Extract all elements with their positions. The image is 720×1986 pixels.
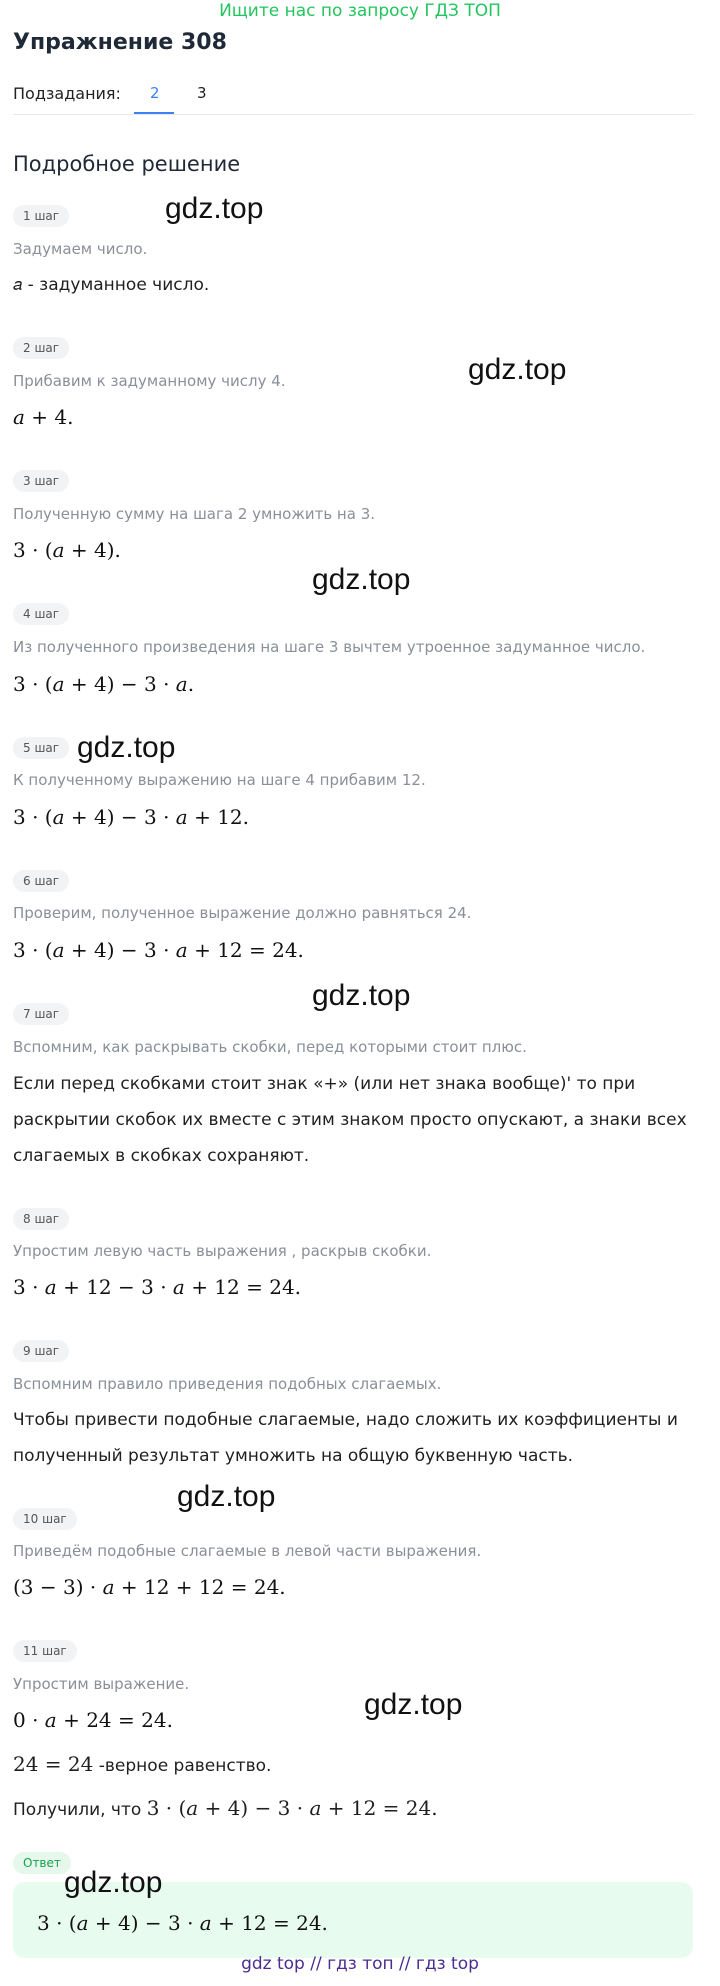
step-conclusion-line xyxy=(13,1796,438,1820)
step-hint: Из полученного произведения на шаге 3 вычтем утроенное задуманное число. xyxy=(13,638,646,656)
section-title: Подробное решение xyxy=(13,152,241,176)
watermark: gdz.top xyxy=(177,1480,276,1513)
step-hint: К полученному выражению на шаге 4 прибавим 12. xyxy=(13,771,426,789)
top-banner[interactable]: Ищите нас по запросу ГДЗ ТОП xyxy=(219,1,501,21)
step-badge: 4 шаг xyxy=(13,603,69,625)
tab-subtask-3[interactable]: 3 xyxy=(197,84,207,102)
step-badge: 3 шаг xyxy=(13,470,69,492)
step-badge: 9 шаг xyxy=(13,1340,69,1362)
step-badge: 11 шаг xyxy=(13,1640,77,1662)
step-hint: Проверим, полученное выражение должно равняться 24. xyxy=(13,904,472,922)
step-text-line: слагаемых в скобках сохраняют. xyxy=(13,1146,310,1166)
step-math: 3 · (𝑎 + 4) − 3 · 𝑎 + 12. xyxy=(13,805,249,829)
step-text-line: Чтобы привести подобные слагаемые, надо сложить их коэффициенты и xyxy=(13,1410,678,1430)
step-hint: Прибавим к задуманному числу 4. xyxy=(13,372,286,390)
watermark: gdz.top xyxy=(364,1688,463,1721)
step-inline-text: Получили, что xyxy=(13,1800,147,1820)
step-inline-text: -верное равенство. xyxy=(93,1756,272,1776)
watermark: gdz.top xyxy=(312,563,411,596)
step-math: 3 · (𝑎 + 4). xyxy=(13,538,121,562)
step-badge: 8 шаг xyxy=(13,1208,69,1230)
watermark: gdz.top xyxy=(64,1866,163,1899)
step-text-line: полученный результат умножить на общую буквенную часть. xyxy=(13,1446,574,1466)
step-math: 3 · 𝑎 + 12 − 3 · 𝑎 + 12 = 24. xyxy=(13,1275,302,1299)
answer-math: 3 · (𝑎 + 4) − 3 · 𝑎 + 12 = 24. xyxy=(37,1911,328,1935)
step-math-inline: 3 · (𝑎 + 4) − 3 · 𝑎 + 12 = 24. xyxy=(146,1796,438,1820)
step-equality-line xyxy=(13,1752,271,1776)
watermark: gdz.top xyxy=(468,353,567,386)
step-hint: Вспомним, как раскрывать скобки, перед которыми стоит плюс. xyxy=(13,1038,527,1056)
step-text-line: Если перед скобками стоит знак «+» (или нет знака вообще)' то при xyxy=(13,1074,636,1094)
step-badge: 10 шаг xyxy=(13,1508,77,1530)
subtasks-label: Подзадания: xyxy=(13,84,121,103)
step-math-inline: 24 = 24 xyxy=(13,1752,94,1776)
step-hint: Упростим левую часть выражения , раскрыв скобки. xyxy=(13,1242,432,1260)
footer-links[interactable]: gdz top // гдз топ // гдз top xyxy=(241,1954,479,1974)
step-badge: 5 шаг xyxy=(13,737,69,759)
step-hint: Вспомним правило приведения подобных слагаемых. xyxy=(13,1375,442,1393)
step-badge: 7 шаг xyxy=(13,1003,69,1025)
step-hint: Приведём подобные слагаемые в левой части выражения. xyxy=(13,1542,482,1560)
step-badge: 1 шаг xyxy=(13,205,69,227)
step-math: (3 − 3) · 𝑎 + 12 + 12 = 24. xyxy=(13,1575,286,1599)
watermark: gdz.top xyxy=(312,979,411,1012)
page-title: Упражнение 308 xyxy=(13,30,227,55)
watermark: gdz.top xyxy=(77,731,176,764)
divider xyxy=(13,114,693,115)
answer-badge: Ответ xyxy=(13,1852,71,1874)
step-text: 𝑎 - задуманное число. xyxy=(13,275,210,295)
step-badge: 6 шаг xyxy=(13,870,69,892)
step-text-line: раскрытии скобок их вместе с этим знаком просто опускают, а знаки всех xyxy=(13,1110,687,1130)
step-hint: Полученную сумму на шага 2 умножить на 3. xyxy=(13,505,375,523)
step-math: 3 · (𝑎 + 4) − 3 · 𝑎. xyxy=(13,672,195,696)
tab-subtask-2[interactable]: 2 xyxy=(150,84,160,102)
step-badge: 2 шаг xyxy=(13,337,69,359)
step-hint: Упростим выражение. xyxy=(13,1675,190,1693)
step-math: 𝑎 + 4. xyxy=(13,405,74,429)
step-hint: Задумаем число. xyxy=(13,240,148,258)
step-math: 0 · 𝑎 + 24 = 24. xyxy=(13,1708,173,1732)
watermark: gdz.top xyxy=(165,192,264,225)
step-math: 3 · (𝑎 + 4) − 3 · 𝑎 + 12 = 24. xyxy=(13,938,304,962)
